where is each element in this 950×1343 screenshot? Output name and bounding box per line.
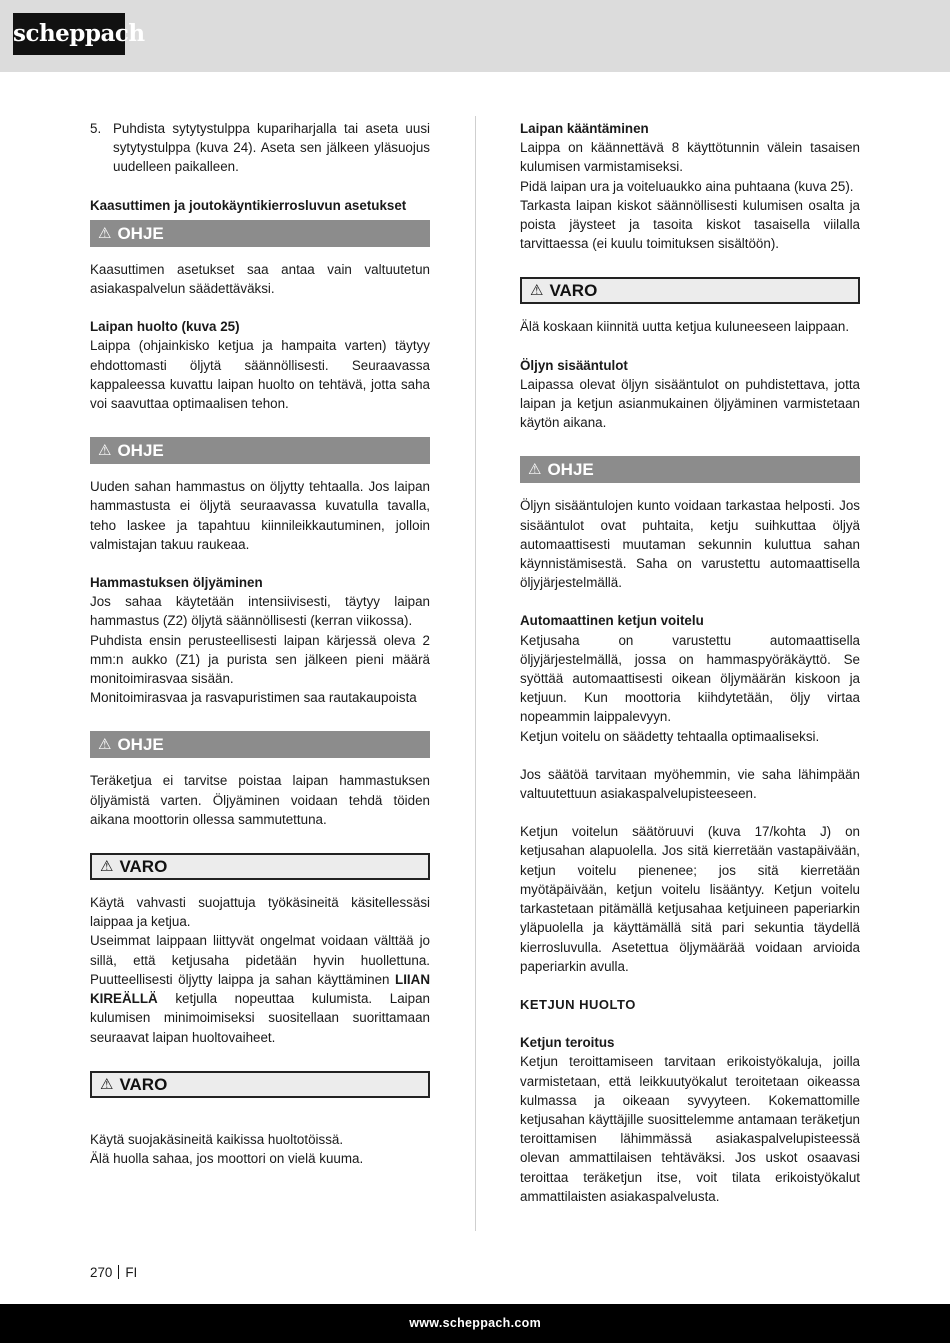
teeth-oiling-text: Jos sahaa käytetään intensiivisesti, täytyy laipan hammastus (Z2) öljytä säännöllisesti (kerran viikossa). — [90, 594, 430, 629]
oil-inlets-text: Laipassa olevat öljyn sisääntulot on puhdistettava, jotta laipan ja ketjun asianmukainen öljyäminen varmistetaan käytön aikana. — [520, 376, 860, 431]
warning-icon: ⚠ — [98, 442, 112, 460]
varo-label: VARO — [549, 281, 598, 301]
varo-text: Useimmat laippaan liittyvät ongelmat voidaan välttää jo sillä, että ketjusaha pidetään hyvin huollettuna. Puutteellisesti öljytty laippa ja sahan käyttäminen LIIAN KIREÄLLÄ ketjulla nopeuttaa kulumista. Laipan kulumisen minimoimiseksi suositellaan suorittamaan seuraavat laipan huoltovaiheet. — [90, 933, 430, 1045]
column-divider — [475, 116, 476, 1231]
varo-label: VARO — [119, 1074, 168, 1094]
right-column — [520, 119, 860, 1206]
auto-lubrication-text: Ketjun voitelun säätöruuvi (kuva 17/kohta J) on ketjusahan alapuolella. Jos sitä kierretään vastapäivään, ketjun voitelu pienenee; jos sitä kierretään myötäpäivään, ketjun voitelu lisääntyy. Ketjun voitelu tarkastetaan pitämällä ketjusahaa ketjuineen paperiarkin yläpuolella ja käyttämällä sitä pari sekuntia täydellä kierrosluvulla. Asetettua öljymäärää voidaan arvioida paperiarkin avulla. — [520, 824, 860, 974]
warning-icon: ⚠ — [98, 224, 112, 242]
ohje-label: OHJE — [117, 223, 164, 243]
ohje-label: OHJE — [117, 441, 164, 461]
page-footer — [0, 1304, 950, 1343]
carburetor-heading: Kaasuttimen ja joutokäyntikierrosluvun asetukset — [90, 197, 407, 213]
emphasis-text: LIIAN KIREÄLLÄ — [90, 971, 430, 1007]
ohje-box — [90, 437, 430, 464]
warning-icon: ⚠ — [100, 857, 114, 875]
warning-icon: ⚠ — [530, 282, 544, 300]
ohje-box — [90, 731, 430, 758]
varo-text: Älä koskaan kiinnitä uutta ketjua kuluneeseen laippaan. — [520, 319, 850, 335]
auto-lubrication-text: Ketjusaha on varustettu automaattisella öljyjärjestelmällä, jossa on hammaspyöräkäyttö. Se syöttää automaattisesti oikean öljymäärän kiskoon ja ketjuun. Kun moottoria kiihdytetään, öljy virtaa nopeammin laippalevyyn. — [520, 632, 860, 725]
varo-label: VARO — [119, 856, 168, 876]
auto-lubrication-heading: Automaattinen ketjun voitelu — [520, 613, 704, 629]
scheppach-logo: scheppach — [13, 13, 125, 55]
ohje-box — [520, 456, 860, 483]
warning-icon: ⚠ — [528, 461, 542, 479]
page-number — [90, 1265, 137, 1280]
list-number: 5. — [90, 121, 102, 136]
varo-box — [520, 277, 860, 304]
varo-text: Käytä suojakäsineitä kaikissa huoltotöissä. — [90, 1131, 344, 1147]
bar-maintenance-text: Laippa (ohjainkisko ketjua ja hampaita varten) täytyy ehdottomasti öljytä säännöllisesti. Seuraavassa kappaleessa kuvattu laipan huolto on tehtävä, jotta saha voi saavuttaa optimaalisen tehon. — [90, 338, 430, 412]
warning-icon: ⚠ — [100, 1075, 114, 1093]
page-header — [0, 0, 950, 72]
varo-box — [90, 853, 430, 880]
website-link[interactable]: www.scheppach.com — [409, 1316, 541, 1330]
ohje-text: Kaasuttimen asetukset saa antaa vain valtuutetun asiakaspalvelun säädettäväksi. — [90, 261, 430, 297]
warning-icon: ⚠ — [98, 736, 112, 754]
varo-text: Älä huolla sahaa, jos moottori on vielä kuuma. — [90, 1150, 364, 1166]
varo-box — [90, 1071, 430, 1098]
bar-turning-text: Tarkasta laipan kiskot säännöllisesti kulumisen osalta ja poista jäysteet ja tasoita kiskot tasaisella viilalla tarvittaessa (ei kuulu toimituksen sisältöön). — [520, 197, 860, 252]
page-number-value: 270 — [90, 1265, 113, 1280]
auto-lubrication-text: Ketjun voitelu on säädetty tehtaalla optimaaliseksi. — [520, 728, 820, 744]
ohje-text: Teräketjua ei tarvitse poistaa laipan hammastuksen öljyämistä varten. Öljyäminen voidaan tehdä töiden aikana moottorin ollessa sammutettuna. — [90, 773, 430, 827]
ohje-box — [90, 220, 430, 247]
language-code: FI — [125, 1265, 138, 1280]
auto-lubrication-text: Jos säätöä tarvitaan myöhemmin, vie saha lähimpään valtuutettuun asiakaspalvelupisteeseen. — [520, 766, 860, 802]
left-column — [90, 119, 430, 1168]
ohje-label: OHJE — [117, 735, 164, 755]
ohje-text: Uuden sahan hammastus on öljytty tehtaalla. Jos laipan hammastusta ei öljytä seuraavassa kuvatulla tavalla, teho laskee ja tapahtuu kiinnileikkautuminen, jolloin valmistajan takuu raukeaa. — [90, 479, 430, 552]
list-item — [90, 119, 430, 177]
bar-maintenance-heading: Laipan huolto (kuva 25) — [90, 319, 240, 335]
ohje-text: Öljyn sisääntulojen kunto voidaan tarkastaa helposti. Jos sisääntulot ovat puhtaita, ketju suihkuttaa öljyä automaattisesti muutaman sekunnin kuluttua sahan käynnistämisestä. Saha on varustettu automaattisella öljyjärjestelmällä. — [520, 498, 860, 591]
bar-turning-text: Laippa on käännettävä 8 käyttötunnin välein tasaisen kulumisen varmistamiseksi. — [520, 140, 860, 175]
bar-turning-text: Pidä laipan ura ja voiteluaukko aina puhtaana (kuva 25). — [520, 178, 854, 194]
chain-maintenance-section-title: KETJUN HUOLTO — [520, 996, 636, 1012]
ohje-label: OHJE — [547, 460, 594, 480]
oil-inlets-heading: Öljyn sisääntulot — [520, 357, 628, 373]
chain-sharpening-text: Ketjun teroittamiseen tarvitaan erikoistyökaluja, joilla varmistetaan, että leikkuutyökalut teroitetaan oikeassa kulmassa ja oikeaan syvyyteen. Kokemattomille ketjusahan käyttäjille suosittelemme antamaan teräketjun teroittamisen lähimmässä asiakaspalvelupisteessä olevan ammattilaisen tehtäväksi. Jos uskot osaavasi teroittaa teräketjun itse, voit tilata erikoistyökalut ammattilaisten asiakaspalvelusta. — [520, 1054, 860, 1204]
teeth-oiling-heading: Hammastuksen öljyäminen — [90, 575, 263, 591]
bar-turning-heading: Laipan kääntäminen — [520, 121, 649, 136]
list-text: Puhdista sytytystulppa kupariharjalla tai aseta uusi sytytystulppa (kuva 24). Aseta sen jälkeen yläsuojus uudelleen paikalleen. — [113, 121, 430, 175]
teeth-oiling-text: Puhdista ensin perusteellisesti laipan kärjessä oleva 2 mm:n aukko (Z1) ja purista sen jälkeen pieni määrä monitoimirasvaa sisään. — [90, 632, 430, 687]
chain-sharpening-heading: Ketjun teroitus — [520, 1035, 615, 1051]
teeth-oiling-text: Monitoimirasvaa ja rasvapuristimen saa rautakaupoista — [90, 690, 417, 706]
varo-text: Käytä vahvasti suojattuja työkäsineitä käsitellessäsi laippaa ja ketjua. — [90, 895, 430, 930]
